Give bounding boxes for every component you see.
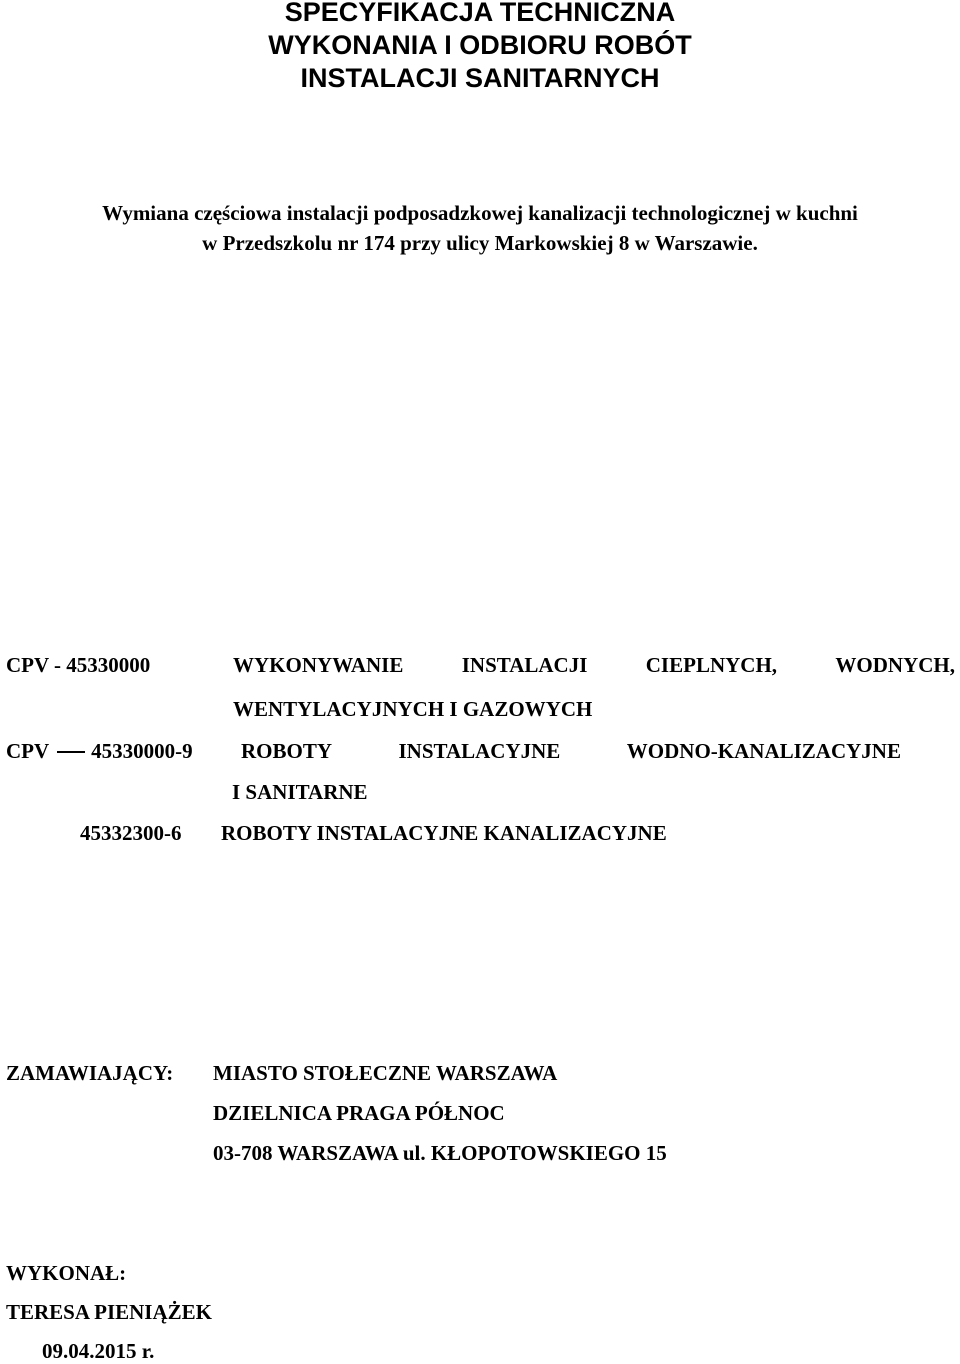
cpv-desc-1-word: WYKONYWANIE [233,653,404,677]
client-name: MIASTO STOŁECZNE WARSZAWA [213,1061,558,1085]
cpv-number-2: 45330000-9 [91,739,193,763]
title-line-1: SPECYFIKACJA TECHNICZNA [284,0,676,27]
document-date: 09.04.2015 r. [42,1339,155,1363]
title-line-3: INSTALACJI SANITARNYCH [300,63,660,93]
cpv-desc-2-word: WODNO-KANALIZACYJNE [626,739,901,763]
subject-line-2: w Przedszkolu nr 174 przy ulicy Markowskiej 8 w Warszawie. [202,231,758,255]
title-line-2: WYKONANIA I ODBIORU ROBÓT [268,30,692,60]
client-address: 03-708 WARSZAWA ul. KŁOPOTOWSKIEGO 15 [213,1141,667,1165]
cpv-description-3: ROBOTY INSTALACYJNE KANALIZACYJNE [221,821,667,845]
project-subject [0,198,960,258]
cpv-code-2 [6,738,193,764]
cpv-description-2 [241,738,901,764]
cpv-desc-2-word: ROBOTY [241,739,333,763]
cpv-description-1-line-2: WENTYLACYJNYCH I GAZOWYCH [233,697,593,721]
cpv-desc-1-word: WODNYCH, [835,653,955,677]
cpv-desc-1-word: INSTALACJI [461,653,588,677]
cpv-prefix-2: CPV [6,739,50,763]
subject-line-1: Wymiana częściowa instalacji podposadzkowej kanalizacji technologicznej w kuchni [102,201,858,225]
cpv-code-1: CPV - 45330000 [6,653,151,677]
cpv-description-2-line-2: I SANITARNE [232,780,368,804]
dash-line [57,751,85,753]
client-district: DZIELNICA PRAGA PÓŁNOC [213,1101,505,1125]
client-label: ZAMAWIAJĄCY: [6,1061,174,1085]
cpv-desc-1-word: CIEPLNYCH, [645,653,778,677]
cpv-code-3: 45332300-6 [80,821,182,845]
cpv-desc-2-word: INSTALACYJNE [398,739,561,763]
author-name: TERESA PIENIĄŻEK [6,1300,212,1324]
document-title [0,0,960,95]
cpv-description-1 [233,652,955,678]
author-label: WYKONAŁ: [6,1261,127,1285]
